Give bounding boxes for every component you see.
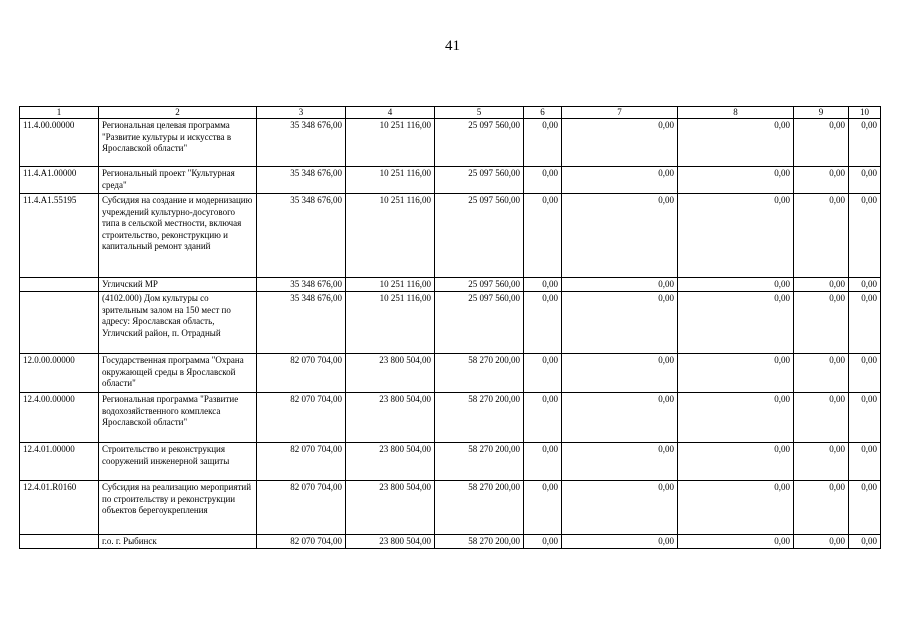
amount-total-cell: 82 070 704,00 xyxy=(257,393,346,443)
name-cell: Угличский МР xyxy=(99,278,257,292)
code-cell: 12.0.00.00000 xyxy=(20,354,99,393)
name-cell: Региональный проект "Культурная среда" xyxy=(99,167,257,194)
amount-col8-cell: 0,00 xyxy=(678,278,794,292)
amount-col10-cell: 0,00 xyxy=(849,194,881,278)
amount-col10-cell: 0,00 xyxy=(849,393,881,443)
amount-col5-cell: 58 270 200,00 xyxy=(435,535,524,549)
amount-col6-cell: 0,00 xyxy=(524,535,562,549)
amount-col4-cell: 10 251 116,00 xyxy=(346,278,435,292)
amount-col5-cell: 58 270 200,00 xyxy=(435,393,524,443)
amount-col10-cell: 0,00 xyxy=(849,119,881,167)
header-cell: 5 xyxy=(435,107,524,119)
amount-col4-cell: 10 251 116,00 xyxy=(346,292,435,354)
amount-col7-cell: 0,00 xyxy=(562,194,678,278)
name-cell: Региональная целевая программа "Развитие культуры и искусства в Ярославской области" xyxy=(99,119,257,167)
header-cell: 2 xyxy=(99,107,257,119)
amount-col7-cell: 0,00 xyxy=(562,292,678,354)
amount-col8-cell: 0,00 xyxy=(678,194,794,278)
amount-total-cell: 35 348 676,00 xyxy=(257,167,346,194)
amount-col9-cell: 0,00 xyxy=(794,443,849,481)
amount-total-cell: 82 070 704,00 xyxy=(257,354,346,393)
amount-col5-cell: 58 270 200,00 xyxy=(435,354,524,393)
amount-col6-cell: 0,00 xyxy=(524,481,562,535)
amount-col8-cell: 0,00 xyxy=(678,393,794,443)
table-row xyxy=(20,354,881,393)
header-cell: 9 xyxy=(794,107,849,119)
amount-total-cell: 82 070 704,00 xyxy=(257,481,346,535)
amount-col9-cell: 0,00 xyxy=(794,535,849,549)
amount-col9-cell: 0,00 xyxy=(794,354,849,393)
amount-col5-cell: 25 097 560,00 xyxy=(435,292,524,354)
code-cell xyxy=(20,535,99,549)
amount-col9-cell: 0,00 xyxy=(794,194,849,278)
amount-col4-cell: 23 800 504,00 xyxy=(346,481,435,535)
name-cell: Региональная программа "Развитие водохозяйственного комплекса Ярославской области" xyxy=(99,393,257,443)
amount-col6-cell: 0,00 xyxy=(524,278,562,292)
page-number: 41 xyxy=(445,38,460,54)
amount-col6-cell: 0,00 xyxy=(524,167,562,194)
amount-col6-cell: 0,00 xyxy=(524,119,562,167)
name-cell: Государственная программа "Охрана окружающей среды в Ярославской области" xyxy=(99,354,257,393)
amount-col9-cell: 0,00 xyxy=(794,278,849,292)
amount-col7-cell: 0,00 xyxy=(562,535,678,549)
amount-col8-cell: 0,00 xyxy=(678,535,794,549)
amount-col8-cell: 0,00 xyxy=(678,354,794,393)
amount-col8-cell: 0,00 xyxy=(678,119,794,167)
amount-total-cell: 35 348 676,00 xyxy=(257,292,346,354)
amount-col10-cell: 0,00 xyxy=(849,535,881,549)
amount-col10-cell: 0,00 xyxy=(849,443,881,481)
amount-col6-cell: 0,00 xyxy=(524,194,562,278)
name-cell: г.о. г. Рыбинск xyxy=(99,535,257,549)
table-row xyxy=(20,535,881,549)
amount-col4-cell: 23 800 504,00 xyxy=(346,393,435,443)
amount-col9-cell: 0,00 xyxy=(794,393,849,443)
amount-col6-cell: 0,00 xyxy=(524,292,562,354)
amount-total-cell: 35 348 676,00 xyxy=(257,119,346,167)
budget-table xyxy=(19,106,881,549)
amount-col6-cell: 0,00 xyxy=(524,443,562,481)
name-cell: Субсидия на создание и модернизацию учреждений культурно-досугового типа в сельской местности, включая строительство, реконструкцию и капитальный ремонт зданий xyxy=(99,194,257,278)
amount-col5-cell: 58 270 200,00 xyxy=(435,443,524,481)
amount-col10-cell: 0,00 xyxy=(849,292,881,354)
amount-col9-cell: 0,00 xyxy=(794,167,849,194)
amount-col6-cell: 0,00 xyxy=(524,354,562,393)
amount-col10-cell: 0,00 xyxy=(849,354,881,393)
table-row xyxy=(20,278,881,292)
amount-col8-cell: 0,00 xyxy=(678,292,794,354)
amount-col7-cell: 0,00 xyxy=(562,481,678,535)
amount-col7-cell: 0,00 xyxy=(562,119,678,167)
amount-col10-cell: 0,00 xyxy=(849,278,881,292)
amount-col6-cell: 0,00 xyxy=(524,393,562,443)
amount-col7-cell: 0,00 xyxy=(562,167,678,194)
header-row xyxy=(20,107,881,119)
amount-total-cell: 35 348 676,00 xyxy=(257,278,346,292)
code-cell: 11.4.А1.55195 xyxy=(20,194,99,278)
code-cell xyxy=(20,292,99,354)
code-cell: 12.4.01.R0160 xyxy=(20,481,99,535)
table-row xyxy=(20,194,881,278)
name-cell: Субсидия на реализацию мероприятий по строительству и реконструкции объектов берегоукрепления xyxy=(99,481,257,535)
amount-col9-cell: 0,00 xyxy=(794,119,849,167)
amount-col7-cell: 0,00 xyxy=(562,393,678,443)
amount-col10-cell: 0,00 xyxy=(849,481,881,535)
amount-col4-cell: 10 251 116,00 xyxy=(346,119,435,167)
amount-col7-cell: 0,00 xyxy=(562,278,678,292)
header-cell: 1 xyxy=(20,107,99,119)
amount-col4-cell: 23 800 504,00 xyxy=(346,354,435,393)
amount-col10-cell: 0,00 xyxy=(849,167,881,194)
table-row xyxy=(20,481,881,535)
amount-col8-cell: 0,00 xyxy=(678,481,794,535)
amount-col5-cell: 58 270 200,00 xyxy=(435,481,524,535)
table-row xyxy=(20,393,881,443)
table-row xyxy=(20,119,881,167)
code-cell: 11.4.00.00000 xyxy=(20,119,99,167)
amount-total-cell: 82 070 704,00 xyxy=(257,443,346,481)
amount-col5-cell: 25 097 560,00 xyxy=(435,167,524,194)
header-cell: 8 xyxy=(678,107,794,119)
amount-col9-cell: 0,00 xyxy=(794,481,849,535)
table-row xyxy=(20,167,881,194)
amount-col4-cell: 10 251 116,00 xyxy=(346,194,435,278)
table-row xyxy=(20,443,881,481)
amount-col4-cell: 23 800 504,00 xyxy=(346,443,435,481)
header-cell: 6 xyxy=(524,107,562,119)
code-cell: 12.4.01.00000 xyxy=(20,443,99,481)
header-cell: 10 xyxy=(849,107,881,119)
code-cell: 11.4.А1.00000 xyxy=(20,167,99,194)
name-cell: Строительство и реконструкция сооружений инженерной защиты xyxy=(99,443,257,481)
table-row xyxy=(20,292,881,354)
amount-total-cell: 82 070 704,00 xyxy=(257,535,346,549)
amount-col5-cell: 25 097 560,00 xyxy=(435,278,524,292)
header-cell: 4 xyxy=(346,107,435,119)
amount-col9-cell: 0,00 xyxy=(794,292,849,354)
amount-col7-cell: 0,00 xyxy=(562,354,678,393)
name-cell: (4102.000) Дом культуры со зрительным залом на 150 мест по адресу: Ярославская область, Угличский район, п. Отрадный xyxy=(99,292,257,354)
amount-col7-cell: 0,00 xyxy=(562,443,678,481)
amount-col5-cell: 25 097 560,00 xyxy=(435,119,524,167)
header-cell: 7 xyxy=(562,107,678,119)
header-cell: 3 xyxy=(257,107,346,119)
amount-total-cell: 35 348 676,00 xyxy=(257,194,346,278)
amount-col4-cell: 23 800 504,00 xyxy=(346,535,435,549)
amount-col8-cell: 0,00 xyxy=(678,167,794,194)
code-cell xyxy=(20,278,99,292)
amount-col8-cell: 0,00 xyxy=(678,443,794,481)
amount-col4-cell: 10 251 116,00 xyxy=(346,167,435,194)
code-cell: 12.4.00.00000 xyxy=(20,393,99,443)
amount-col5-cell: 25 097 560,00 xyxy=(435,194,524,278)
